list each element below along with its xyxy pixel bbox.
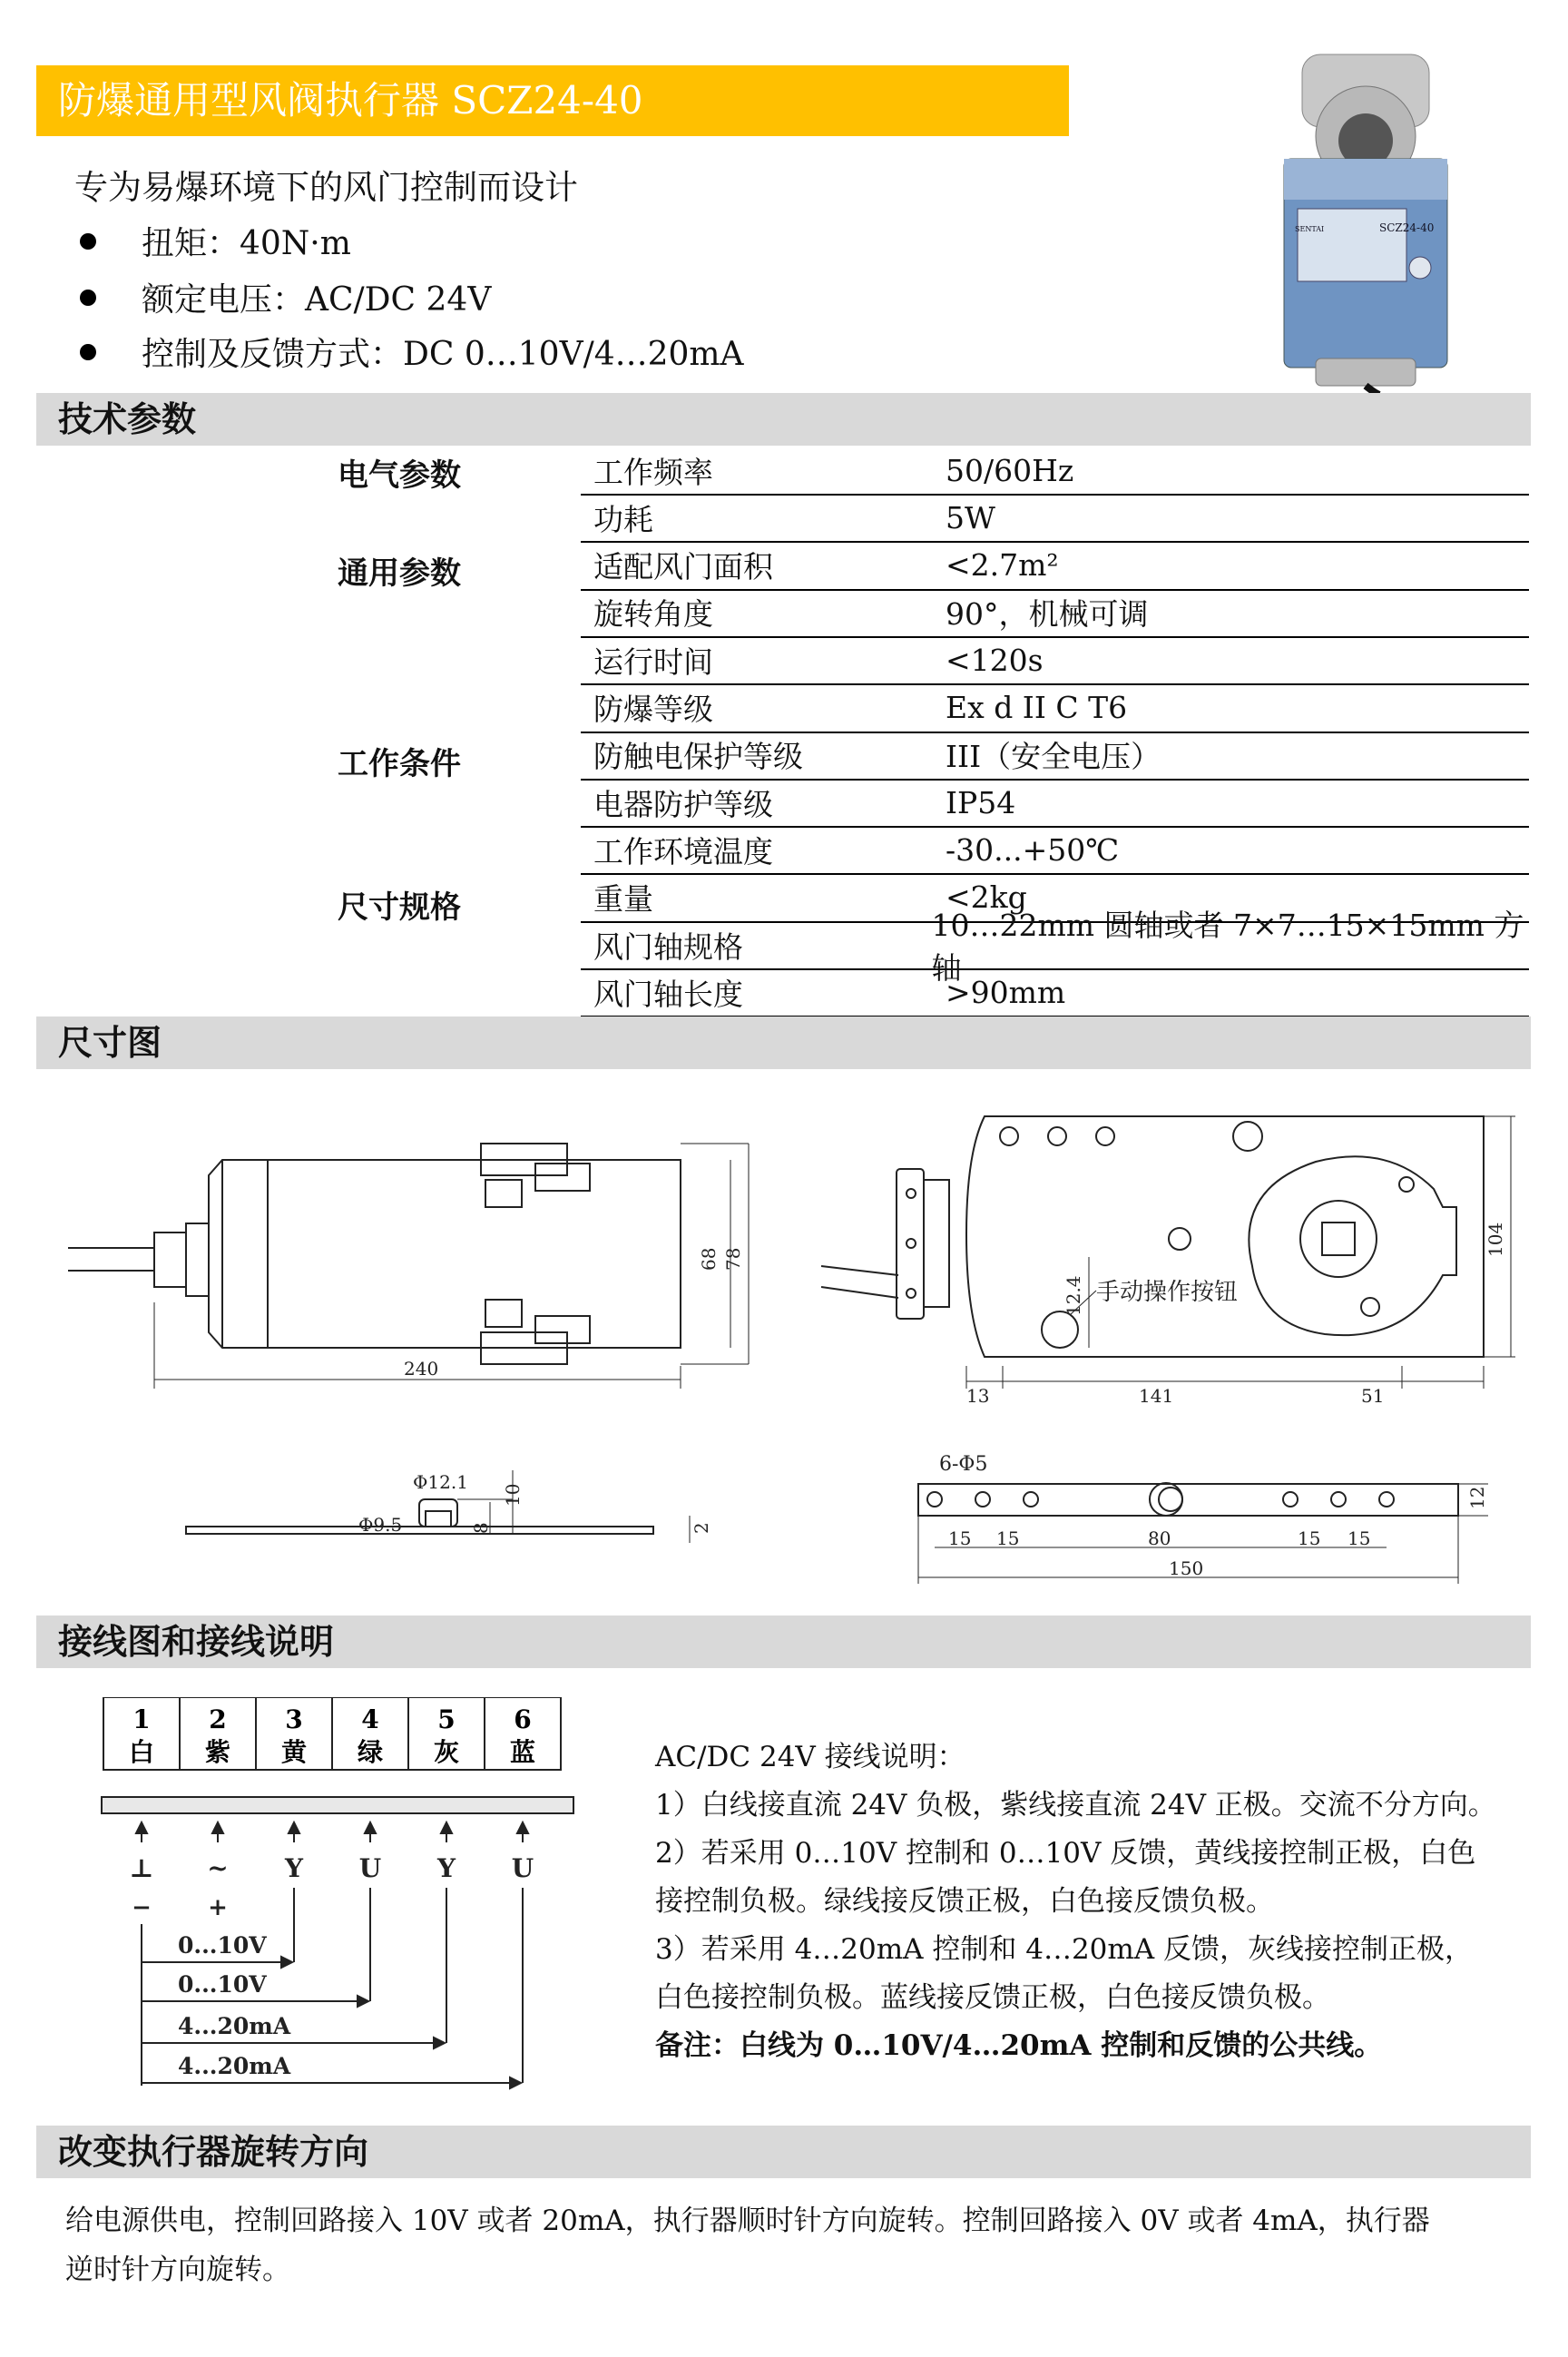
tech-row-key: 功耗 bbox=[593, 501, 653, 537]
tech-row-key: 工作环境温度 bbox=[593, 833, 773, 869]
category-general: 通用参数 bbox=[338, 555, 461, 592]
tech-row bbox=[581, 968, 1529, 1017]
terminal-number: 2 bbox=[209, 1704, 227, 1734]
dim-15-a: 15 bbox=[948, 1527, 972, 1549]
dim-240: 240 bbox=[404, 1358, 439, 1380]
terminal-sign: − bbox=[132, 1894, 152, 1921]
wire-arrow bbox=[136, 1822, 147, 1833]
dim-15-b: 15 bbox=[996, 1527, 1020, 1549]
terminal-symbol: Y bbox=[437, 1853, 456, 1883]
tech-row-value: <2kg bbox=[946, 879, 1027, 916]
dim-d9-5: Φ9.5 bbox=[358, 1514, 403, 1536]
wire-arrow bbox=[441, 1822, 452, 1833]
signal-label: 4...20mA bbox=[178, 2053, 291, 2079]
rotation-text: 给电源供电，控制回路接入 10V 或者 20mA，执行器顺时针方向旋转。控制回路接入 0V 或者 4mA，执行器 逆时针方向旋转。 bbox=[65, 2205, 1430, 2286]
dim-10: 10 bbox=[502, 1483, 524, 1507]
terminal-color: 白 bbox=[128, 1737, 155, 1767]
front-view bbox=[821, 1116, 1515, 1389]
tech-row-key: 适配风门面积 bbox=[593, 549, 773, 585]
dimension-drawing bbox=[54, 1089, 1543, 1597]
tech-row bbox=[581, 589, 1529, 638]
signal-arrow bbox=[434, 2038, 445, 2048]
desc-line-3: 接控制负极。绿线接反馈正极，白色接反馈负极。 bbox=[655, 1885, 1274, 1918]
dim-12: 12 bbox=[1466, 1486, 1488, 1509]
tech-row-key: 重量 bbox=[593, 881, 653, 918]
section-wiring: 接线图和接线说明 bbox=[36, 1616, 1531, 1668]
terminal-number: 1 bbox=[132, 1704, 151, 1734]
dim-141: 141 bbox=[1139, 1385, 1174, 1407]
dim-68: 68 bbox=[698, 1247, 720, 1271]
tech-row bbox=[581, 542, 1529, 591]
actuator-photo bbox=[1275, 50, 1456, 395]
bullet-dot bbox=[80, 344, 96, 360]
tech-row-value: 10…22mm 圆轴或者 7×7…15×15mm 方轴 bbox=[931, 908, 1524, 986]
dim-15-d: 15 bbox=[1348, 1527, 1371, 1549]
tech-row-key: 旋转角度 bbox=[593, 596, 713, 633]
terminal-sign: + bbox=[208, 1894, 228, 1921]
dim-150: 150 bbox=[1169, 1557, 1204, 1579]
terminal-symbol: ⊥ bbox=[129, 1853, 154, 1883]
signal-arrow bbox=[510, 2077, 521, 2088]
dim-78: 78 bbox=[722, 1247, 744, 1271]
wiring-description bbox=[655, 1733, 1526, 2070]
terminal-symbol: ~ bbox=[207, 1853, 229, 1883]
terminal-number: 4 bbox=[361, 1704, 379, 1734]
tech-row-key: 工作频率 bbox=[593, 454, 713, 490]
tech-row bbox=[581, 494, 1529, 543]
section-rotation: 改变执行器旋转方向 bbox=[36, 2126, 1531, 2178]
tech-row-value: 90°，机械可调 bbox=[946, 596, 1149, 633]
bullet-dot bbox=[80, 290, 96, 306]
tech-row-value: IP54 bbox=[946, 784, 1016, 820]
wire-arrow bbox=[212, 1822, 223, 1833]
tech-row-value: 5W bbox=[946, 499, 995, 535]
dim-104: 104 bbox=[1485, 1222, 1506, 1257]
dim-13: 13 bbox=[966, 1385, 990, 1407]
terminal-color: 黄 bbox=[280, 1737, 308, 1767]
bullet-torque: 扭矩：40N·m bbox=[74, 218, 351, 264]
wiring-diagram bbox=[91, 1697, 599, 2106]
tech-row-value: >90mm bbox=[946, 974, 1066, 1010]
signal-arrow bbox=[281, 1957, 292, 1968]
terminal-symbol: Y bbox=[285, 1853, 303, 1883]
bullet-voltage: 额定电压：AC/DC 24V bbox=[74, 274, 491, 320]
tech-row bbox=[581, 826, 1529, 875]
desc-title: AC/DC 24V 接线说明： bbox=[655, 1741, 965, 1773]
terminal-number: 6 bbox=[514, 1704, 532, 1734]
terminal-color: 紫 bbox=[204, 1737, 231, 1767]
tech-row-key: 防触电保护等级 bbox=[593, 739, 803, 775]
category-dimensions: 尺寸规格 bbox=[338, 889, 461, 926]
section-tech: 技术参数 bbox=[36, 393, 1531, 446]
tech-row-key: 风门轴规格 bbox=[593, 928, 743, 965]
bullet-control: 控制及反馈方式：DC 0…10V/4…20mA bbox=[74, 329, 744, 375]
dim-8: 8 bbox=[470, 1522, 492, 1534]
tech-row-key: 电器防护等级 bbox=[593, 786, 773, 822]
signal-label: 0...10V bbox=[178, 1971, 267, 1998]
side-view bbox=[68, 1144, 749, 1389]
desc-line-5: 白色接控制负极。蓝线接反馈正极，白色接反馈负极。 bbox=[655, 1981, 1330, 2014]
terminal-number: 3 bbox=[285, 1704, 303, 1734]
tech-row-value: Ex d II C T6 bbox=[946, 690, 1128, 725]
tech-row bbox=[581, 779, 1529, 828]
terminal-color: 蓝 bbox=[509, 1737, 536, 1767]
tech-row bbox=[581, 636, 1529, 685]
wire-arrow bbox=[365, 1822, 376, 1833]
tech-row bbox=[581, 447, 1529, 496]
wire-arrow bbox=[289, 1822, 299, 1833]
dim-2: 2 bbox=[691, 1522, 712, 1534]
tech-row-key: 防爆等级 bbox=[593, 692, 713, 727]
wire-arrow bbox=[517, 1822, 528, 1833]
manual-button-label: 手动操作按钮 bbox=[1096, 1279, 1239, 1306]
bullet-dot bbox=[80, 233, 96, 250]
section-dimension: 尺寸图 bbox=[36, 1016, 1531, 1069]
terminal-symbol: U bbox=[358, 1853, 382, 1883]
signal-arrow bbox=[358, 1996, 368, 2007]
category-electrical: 电气参数 bbox=[338, 457, 461, 494]
terminal-color: 灰 bbox=[433, 1737, 460, 1767]
tech-row-value: <2.7m² bbox=[946, 547, 1059, 584]
dim-51: 51 bbox=[1361, 1385, 1385, 1407]
label-brand: SENTAI bbox=[1295, 225, 1325, 233]
tech-row bbox=[581, 908, 1529, 986]
tech-row-value: 50/60Hz bbox=[946, 452, 1074, 488]
dim-15-c: 15 bbox=[1298, 1527, 1321, 1549]
dim-12-4: 12.4 bbox=[1063, 1275, 1084, 1316]
tech-row-value: -30...+50℃ bbox=[946, 831, 1120, 868]
dim-d12-1: Φ12.1 bbox=[413, 1471, 468, 1493]
signal-label: 0...10V bbox=[178, 1932, 267, 1959]
desc-line-4: 3）若采用 4…20mA 控制和 4…20mA 反馈，灰线接控制正极， bbox=[655, 1933, 1474, 1966]
page-title: 防爆通用型风阀执行器 SCZ24-40 bbox=[36, 65, 1069, 136]
dim-80: 80 bbox=[1148, 1527, 1171, 1549]
desc-line-1: 1）白线接直流 24V 负极，紫线接直流 24V 正极。交流不分方向。 bbox=[655, 1789, 1496, 1822]
tech-row-value: III（安全电压） bbox=[946, 739, 1161, 775]
label-model: SCZ24-40 bbox=[1379, 221, 1435, 234]
terminal-color: 绿 bbox=[357, 1737, 384, 1767]
terminal-number: 5 bbox=[437, 1704, 456, 1734]
tech-row bbox=[581, 732, 1529, 781]
tech-row-value: <120s bbox=[946, 642, 1044, 678]
desc-note: 备注：白线为 0…10V/4…20mA 控制和反馈的公共线。 bbox=[655, 2029, 1383, 2062]
tech-row-key: 风门轴长度 bbox=[593, 976, 743, 1012]
subtitle: 专为易爆环境下的风门控制而设计 bbox=[74, 168, 578, 207]
signal-label: 4...20mA bbox=[178, 2013, 291, 2039]
tech-row bbox=[581, 684, 1529, 733]
desc-line-2: 2）若采用 0…10V 控制和 0…10V 反馈，黄线接控制正极，白色 bbox=[655, 1837, 1476, 1870]
dim-6-holes: 6-Φ5 bbox=[939, 1453, 988, 1476]
category-conditions: 工作条件 bbox=[338, 746, 461, 782]
tech-row-key: 运行时间 bbox=[593, 643, 713, 680]
terminal-symbol: U bbox=[511, 1853, 534, 1883]
